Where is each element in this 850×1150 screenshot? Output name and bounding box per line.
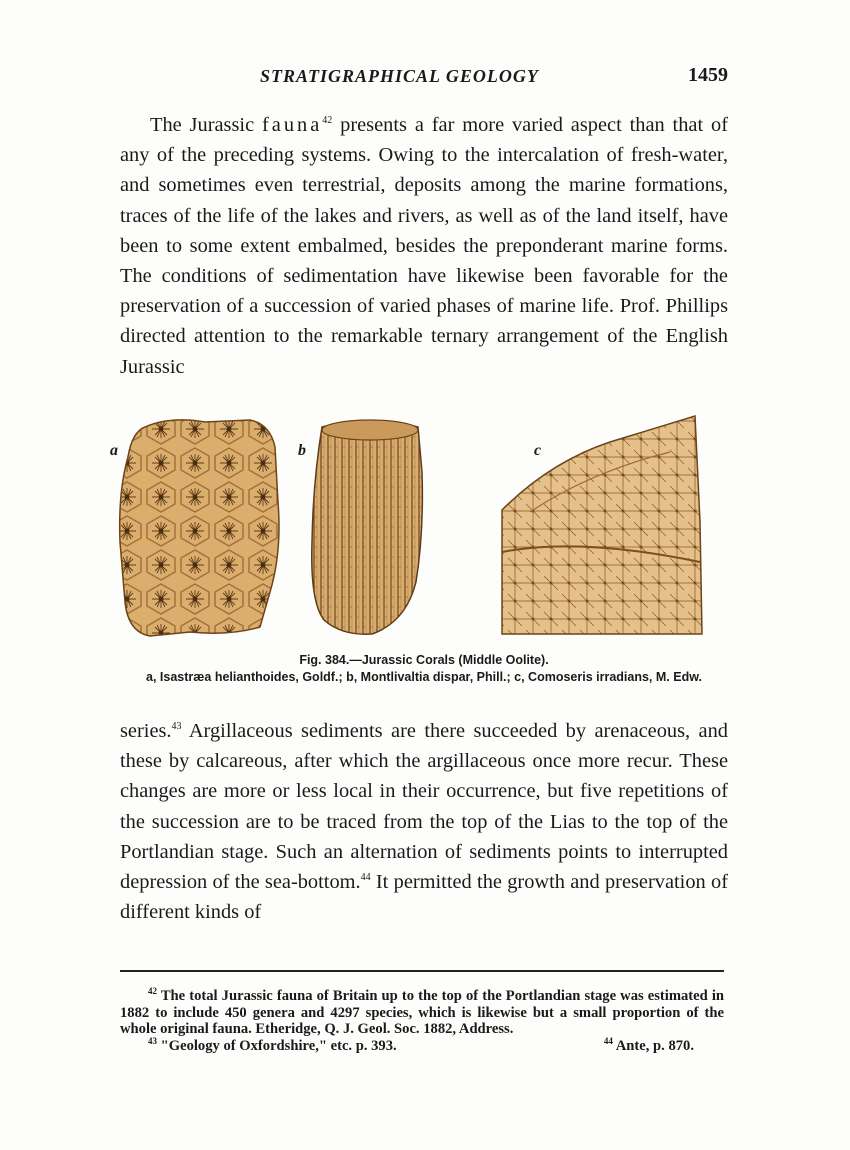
footnote-43-text: "Geology of Oxfordshire," etc. p. 393. — [157, 1037, 397, 1054]
figure-label-b: b — [298, 442, 306, 459]
coral-figure — [110, 412, 730, 642]
paragraph-1 — [120, 110, 728, 382]
paragraph-2-lead: series. — [120, 720, 172, 742]
footnote-rule — [120, 970, 724, 972]
page-header — [120, 66, 728, 96]
paragraph-1-lead: The Jurassic — [150, 114, 262, 136]
figure-label-c: c — [534, 442, 542, 459]
footnote-ref-43: 43 — [171, 721, 182, 732]
page-number: 1459 — [688, 64, 728, 86]
paragraph-1-text: presents a far more varied aspect than that of any of the preceding systems. Owing to the intercalation of fresh-water, and sometimes even terrestrial, deposits among the marine formations, traces of the life of the lakes and rivers, as well as of the land itself, have been to some extent embalmed, besides the preponderant marine forms. The conditions of sedimentation have likewise been favorable for the preservation of a succession of varied phases of marine life. Prof. Phillips directed attention to the remarkable ternary arrangement of the English Jurassic — [120, 114, 728, 378]
footnote-ref-44: 44 — [360, 872, 371, 884]
running-title: STRATIGRAPHICAL GEOLOGY — [260, 66, 539, 86]
paragraph-2-text-2: It permitted the growth and preservation of different kinds of — [120, 871, 728, 924]
figure-caption-title: Fig. 384.—Jurassic Corals (Middle Oolite). — [299, 653, 549, 667]
footnote-42 — [120, 988, 724, 1038]
footnote-42-number: 42 — [148, 986, 157, 996]
footnote-42-text: The total Jurassic fauna of Britain up to the top of the Portlandian stage was estimated in 1882 to include 450 genera and 4297 species, which is likewise but a small proportion of the whole original fauna. Etheridge, Q. J. Geol. Soc. 1882, Address. — [120, 988, 724, 1037]
coral-b-montlivaltia — [312, 421, 423, 635]
coral-c-comoseris — [502, 416, 702, 634]
emphasized-word: fauna — [261, 114, 323, 136]
coral-illustrations — [110, 412, 730, 642]
footnote-44 — [603, 1035, 694, 1055]
footnote-43-number: 43 — [148, 1035, 157, 1046]
paragraph-2 — [120, 716, 728, 927]
footnote-43-44-line — [120, 1035, 724, 1055]
footnotes — [120, 988, 724, 1054]
figure-caption-detail: a, Isastræa helianthoides, Goldf.; b, Montlivaltia dispar, Phill.; c, Comoseris irradians, M. Edw. — [146, 670, 702, 684]
coral-a-isastraea — [120, 420, 279, 636]
figure-label-a: a — [110, 442, 118, 459]
footnote-44-number: 44 — [603, 1035, 613, 1046]
paragraph-2-text-1: Argillaceous sediments are there succeeded by arenaceous, and these by calcareous, after which the argillaceous once more recur. These changes are more or less local in their occurrence, but five repetitions of the succession are to be traced from the top of the Lias to the top of the Portlandian stage. Such an alternation of sediments points to interrupted depression of the sea-bottom. — [120, 720, 728, 894]
footnote-ref-42: 42 — [322, 115, 333, 126]
footnote-44-text: Ante, p. 870. — [612, 1037, 694, 1054]
